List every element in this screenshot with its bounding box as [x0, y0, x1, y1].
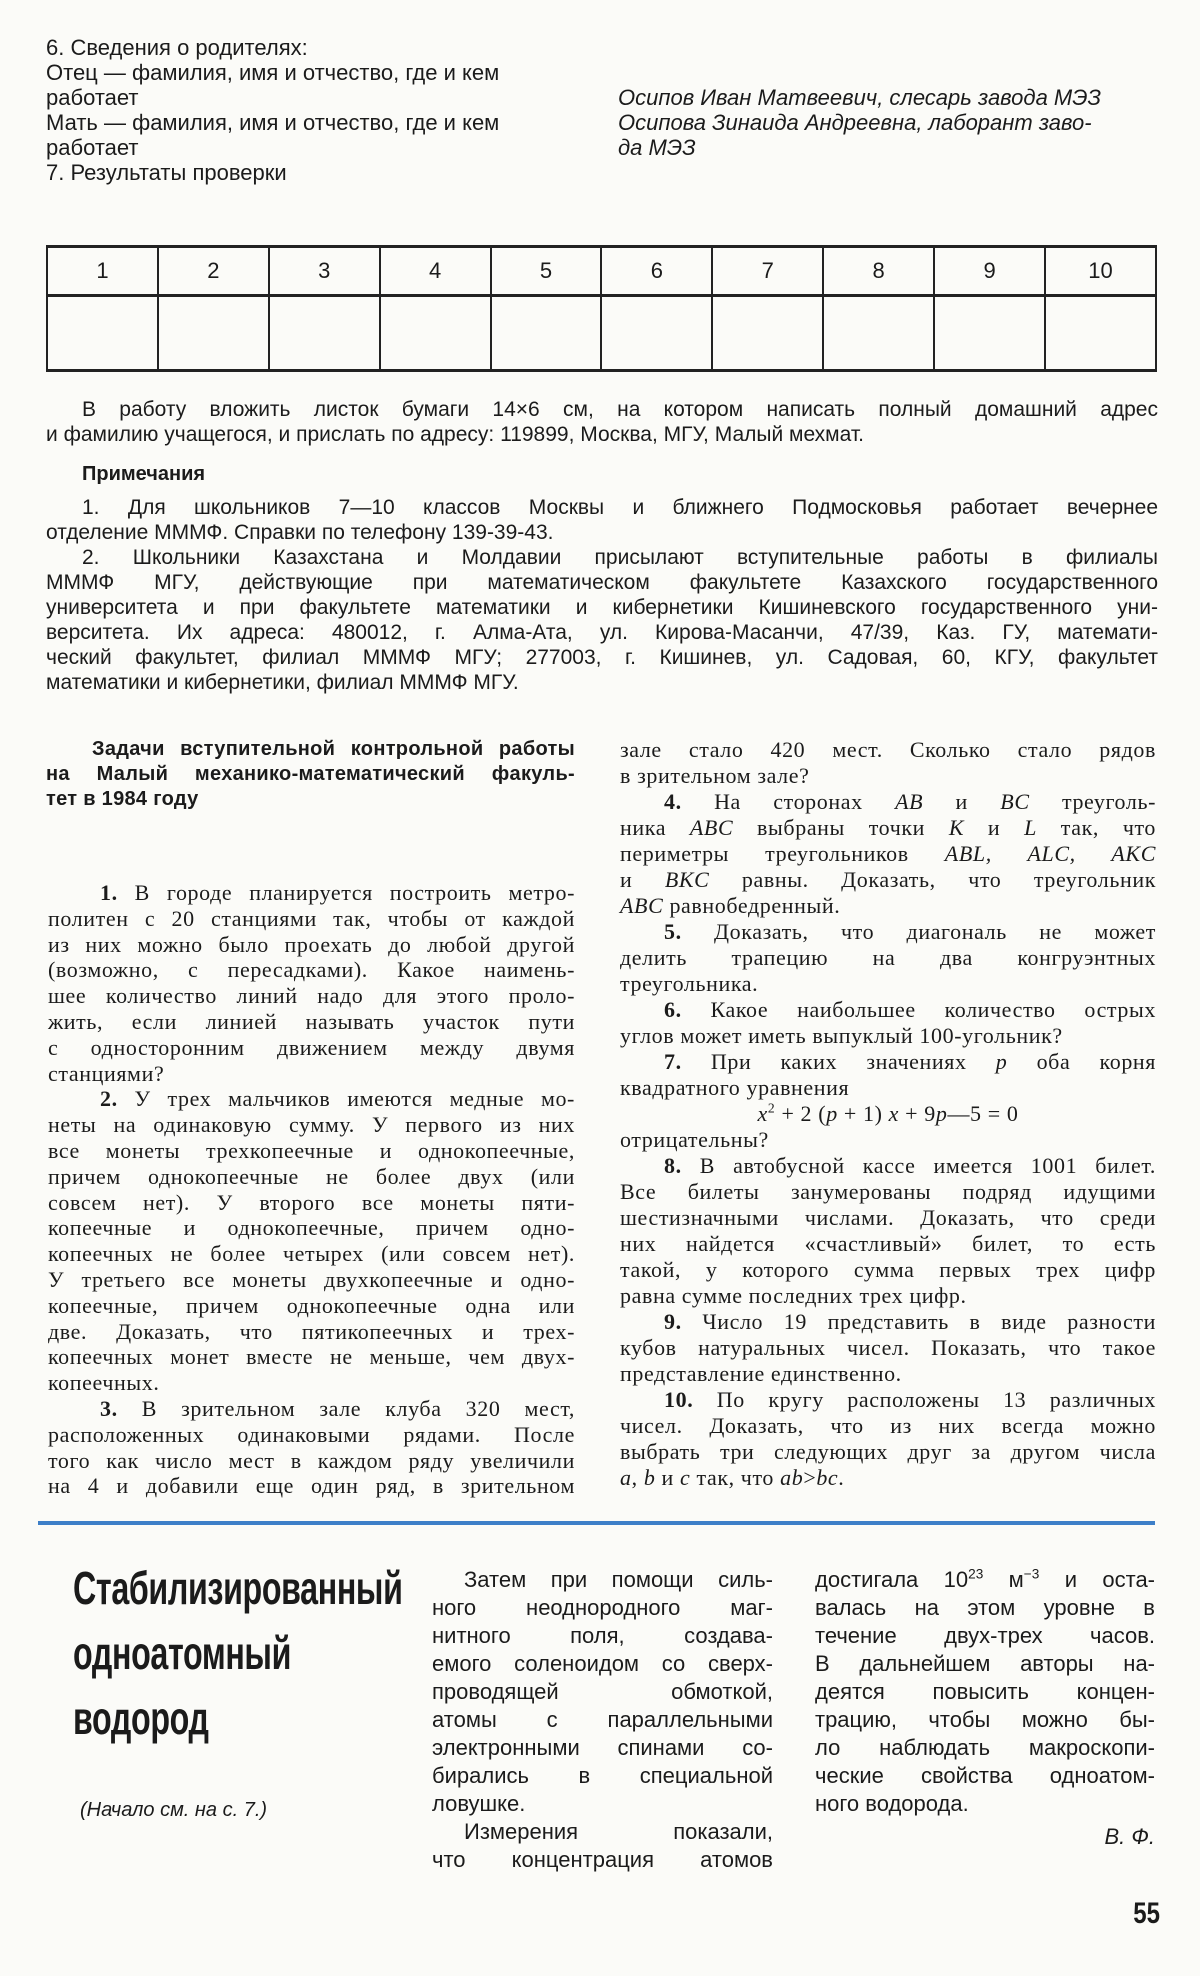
- paragraph: [618, 110, 1158, 160]
- paragraph: [620, 737, 1156, 789]
- text-line: них найдется «счастливый» билет, то есть: [620, 1231, 1156, 1256]
- article-title-line: водород: [73, 1692, 209, 1744]
- results-header-cell: 5: [491, 247, 602, 296]
- parents-info-values: [618, 85, 1158, 160]
- problem-number: 10.: [664, 1387, 694, 1412]
- text-run: В автобусной кассе имеется 1001 билет.: [681, 1153, 1156, 1178]
- text-line: [620, 815, 1156, 841]
- text-line: емого соленоидом со сверх-: [432, 1651, 773, 1676]
- problem-number: 6.: [664, 997, 682, 1022]
- problem-number: 9.: [664, 1309, 682, 1334]
- paragraph: [48, 1086, 575, 1396]
- text-run: ,: [631, 1465, 644, 1490]
- text-line: копеечных монет вместе не меньше, чем двух-: [48, 1344, 575, 1370]
- text-line: выбрать три следующих друг за другом числа: [620, 1439, 1156, 1464]
- text-line: бирались в специальной: [432, 1763, 773, 1788]
- problem-number: 7.: [664, 1049, 682, 1074]
- text-run: Какое наибольшее количество острых: [681, 997, 1156, 1022]
- text-line: тет в 1984 году: [46, 788, 199, 810]
- results-value-cell: [934, 296, 1045, 371]
- math-symbol: ab: [780, 1465, 804, 1490]
- text-line: Осипова Зинаида Андреевна, лаборант заво-: [618, 110, 1092, 135]
- text-line: 6. Сведения о родителях:: [46, 35, 308, 60]
- paragraph: [46, 110, 576, 160]
- text-line: Измерения показали,: [464, 1819, 773, 1844]
- text-line: того как число мест в каждом ряду увеличили: [48, 1447, 575, 1473]
- text-line: Отец — фамилия, имя и отчество, где и кем: [46, 60, 500, 85]
- text-line: деятся повысить концен-: [815, 1679, 1155, 1704]
- text-line: проводящей обмоткой,: [432, 1679, 773, 1704]
- text-line: 7. Результаты проверки: [46, 160, 287, 185]
- text-line: МММФ МГУ, действующие при математическом факультете Казахского государственного: [46, 571, 1158, 594]
- text-line: [620, 789, 1156, 815]
- text-line: станциями?: [48, 1060, 165, 1086]
- superscript: 2: [767, 1100, 776, 1116]
- math-symbol: K: [948, 815, 965, 840]
- page-number: 55: [1133, 1897, 1160, 1930]
- article-signature: В. Ф.: [1104, 1824, 1155, 1849]
- text-line: [620, 1049, 1156, 1075]
- problems-column-right: [620, 737, 1156, 1491]
- paragraph: [46, 35, 576, 60]
- text-line: [48, 1086, 575, 1112]
- text-line: [48, 880, 575, 906]
- problem-number: 2.: [100, 1086, 118, 1112]
- results-value-cell: [380, 296, 491, 371]
- paragraph: [48, 880, 575, 1086]
- results-header-row: [47, 247, 1156, 296]
- math-symbol: ABC: [689, 815, 734, 840]
- results-header-cell: 9: [934, 247, 1045, 296]
- results-value-row: [47, 296, 1156, 371]
- text-line: углов может иметь выпуклый 100-угольник?: [620, 1023, 1063, 1048]
- paragraph: [46, 737, 575, 812]
- text-line: математики и кибернетики, филиал МММФ МГУ.: [46, 671, 519, 694]
- notes-heading: Примечания: [82, 463, 206, 485]
- text-line: шее количество линий надо для этого проло-: [48, 983, 575, 1009]
- results-value-cell: [158, 296, 269, 371]
- text-line: У третьего все монеты двухкопеечные и одно-: [48, 1266, 575, 1292]
- text-line: из них можно было проехать до любой другой: [48, 931, 575, 957]
- text-line: [620, 1387, 1156, 1413]
- text-line: В дальнейшем авторы на-: [815, 1651, 1155, 1676]
- text-line: [620, 841, 1156, 867]
- text-line: электронными спинами со-: [432, 1735, 773, 1760]
- text-run: ника: [620, 815, 690, 840]
- text-line: ло наблюдать макроскопи-: [815, 1735, 1155, 1760]
- text-run: достигала 10: [815, 1567, 969, 1592]
- text-line: причем однокопеечные не более двух (или: [48, 1163, 575, 1189]
- text-line: равна сумме последних трех цифр.: [620, 1283, 967, 1308]
- paragraph: [620, 997, 1156, 1049]
- math-symbol: c: [680, 1465, 691, 1490]
- text-run: треуголь-: [1029, 789, 1157, 814]
- results-table: [46, 245, 1157, 372]
- article-continuation-note: (Начало см. на с. 7.): [80, 1799, 268, 1821]
- text-line: копеечные и однокопеечные, причем одно-: [48, 1215, 575, 1241]
- paragraph: [618, 85, 1158, 110]
- text-line: копеечные, причем однокопеечные одна или: [48, 1292, 575, 1318]
- text-line: 1. Для школьников 7—10 классов Москвы и ближнего Подмосковья работает вечернее: [82, 496, 1158, 519]
- text-line: В работу вложить листок бумаги 14×6 см, на котором написать полный домашний адрес: [82, 398, 1158, 421]
- paragraph: [46, 60, 576, 110]
- text-run: В городе планируется построить метро-: [117, 880, 575, 905]
- results-value-cell: [712, 296, 823, 371]
- math-symbol: p: [935, 1101, 948, 1126]
- text-run: и: [620, 867, 665, 892]
- paragraph: [620, 1309, 1156, 1387]
- text-line: [620, 1309, 1156, 1335]
- math-symbol: ABC: [620, 893, 664, 918]
- text-run: оба корня: [1007, 1049, 1157, 1074]
- paragraph: [46, 545, 1158, 695]
- paragraph: [46, 397, 1158, 447]
- text-run: По кругу расположены 13 различных: [693, 1387, 1156, 1412]
- text-line: Мать — фамилия, имя и отчество, где и кем: [46, 110, 500, 135]
- text-line: копеечных не более четырех (или совсем нет).: [48, 1241, 575, 1267]
- text-line: отрицательны?: [620, 1127, 769, 1152]
- paragraph: [620, 919, 1156, 997]
- text-line: квадратного уравнения: [620, 1075, 850, 1100]
- math-symbol: p: [995, 1049, 1008, 1074]
- text-line: [620, 1465, 1156, 1491]
- math-symbol: ABL, ALC, AKC: [944, 841, 1156, 866]
- text-line: университета и при факультете математики и кибернетики Кишиневского государственного уни-: [46, 596, 1158, 619]
- math-symbol: p: [826, 1101, 838, 1126]
- text-line: [620, 867, 1156, 893]
- text-run: На сторонах: [681, 789, 896, 814]
- text-line: 2. Школьники Казахстана и Молдавии присылают вступительные работы в филиалы: [82, 546, 1158, 569]
- text-line: ного водорода.: [815, 1791, 969, 1816]
- paragraph: [432, 1818, 773, 1874]
- article-title-line: одноатомный: [73, 1627, 292, 1679]
- text-run: .: [838, 1465, 845, 1490]
- math-symbol: BKC: [664, 867, 710, 892]
- text-run: так, что: [690, 1465, 781, 1490]
- text-line: работает: [46, 135, 139, 160]
- text-run: и: [923, 789, 1001, 814]
- text-line: треугольника.: [620, 971, 759, 996]
- text-line: политен с 20 станциями так, чтобы от каждой: [48, 905, 575, 931]
- text-run: В зрительном зале клуба 320 мест,: [117, 1395, 575, 1421]
- text-line: [620, 997, 1156, 1023]
- text-line: верситета. Их адреса: 480012, г. Алма-Ата, ул. Кирова-Масанчи, 47/39, Каз. ГУ, математи-: [46, 621, 1158, 644]
- text-line: все монеты трехкопеечные и однокопеечные,: [48, 1137, 575, 1163]
- results-header-cell: 6: [601, 247, 712, 296]
- paragraph: [620, 1387, 1156, 1491]
- text-line: валась на этом уровне в: [815, 1595, 1155, 1620]
- text-line: трацию, чтобы можно бы-: [815, 1707, 1155, 1732]
- results-header-cell: 8: [823, 247, 934, 296]
- text-run: >: [803, 1465, 817, 1490]
- text-line: нитного поля, создава-: [432, 1623, 773, 1648]
- text-run: Доказать, что диагональ не может: [681, 919, 1156, 944]
- text-line: зале стало 420 мест. Сколько стало рядов: [620, 737, 1156, 762]
- problem-number: 4.: [664, 789, 682, 814]
- text-run: выбраны точки: [733, 815, 949, 840]
- problem-number: 5.: [664, 919, 682, 944]
- paragraph: [620, 1101, 1156, 1127]
- text-line: копеечных.: [48, 1370, 160, 1396]
- text-run: + 1): [837, 1101, 889, 1126]
- results-header-cell: 2: [158, 247, 269, 296]
- results-header-cell: 10: [1045, 247, 1156, 296]
- text-line: что концентрация атомов: [432, 1847, 773, 1872]
- text-line: на 4 и добавили еще один ряд, в зрительном: [48, 1473, 575, 1499]
- article-column-1: [432, 1566, 773, 1874]
- text-line: работает: [46, 85, 139, 110]
- text-line: ческий факультет, филиал МММФ МГУ; 277003, г. Кишинев, ул. Садовая, 60, КГУ, факультет: [46, 646, 1158, 669]
- paragraph: [620, 1049, 1156, 1101]
- math-symbol: L: [1024, 815, 1037, 840]
- notes: [46, 495, 1158, 695]
- math-symbol: b: [643, 1465, 656, 1490]
- text-line: отделение МММФ. Справки по телефону 139-39-43.: [46, 521, 554, 544]
- text-line: делить трапецию на два конгруэнтных: [620, 945, 1156, 970]
- paragraph: [48, 1396, 575, 1499]
- results-header-cell: 4: [380, 247, 491, 296]
- problems-heading: [46, 737, 575, 812]
- text-line: ного неоднородного маг-: [432, 1595, 773, 1620]
- text-line: такой, у которого сумма первых трех цифр: [620, 1257, 1156, 1282]
- article-title-line: Стабилизированный: [73, 1562, 403, 1614]
- text-line: расположенных одинаковыми рядами. После: [48, 1421, 575, 1447]
- text-line: жить, если линией называть участок пути: [48, 1008, 575, 1034]
- math-symbol: BC: [1000, 789, 1030, 814]
- math-symbol: bc: [816, 1465, 839, 1490]
- article-column-2: [815, 1566, 1155, 1818]
- text-line: ческие свойства одноатом-: [815, 1763, 1155, 1788]
- text-run: периметры треугольников: [620, 841, 945, 866]
- text-line: Затем при помощи силь-: [464, 1567, 773, 1592]
- text-run: и: [964, 815, 1025, 840]
- text-line: атомы с параллельными: [432, 1707, 773, 1732]
- math-symbol: AB: [895, 789, 924, 814]
- text-line: с односторонним движением между двумя: [48, 1034, 575, 1060]
- text-line: и фамилию учащегося, и прислать по адресу: 119899, Москва, МГУ, Малый мехмат.: [46, 423, 864, 446]
- text-run: Число 19 представить в виде разности: [681, 1309, 1156, 1334]
- text-line: Осипов Иван Матвеевич, слесарь завода МЭЗ: [618, 85, 1102, 110]
- results-value-cell: [823, 296, 934, 371]
- text-line: совсем нет). У второго все монеты пяти-: [48, 1189, 575, 1215]
- text-line: представление единственно.: [620, 1361, 902, 1386]
- problems-column-left: [48, 880, 575, 1499]
- text-line: Все билеты занумерованы подряд идущими: [620, 1179, 1156, 1204]
- submission-instructions: [46, 397, 1158, 447]
- results-header-cell: 1: [47, 247, 158, 296]
- text-line: ловушке.: [432, 1791, 526, 1816]
- superscript: 23: [968, 1566, 984, 1582]
- text-line: неты на одинаковую сумму. У первого из них: [48, 1112, 575, 1138]
- text-line: [620, 1153, 1156, 1179]
- paragraph: [620, 789, 1156, 919]
- results-header-cell: 3: [269, 247, 380, 296]
- math-symbol: x: [757, 1101, 768, 1126]
- paragraph: [815, 1566, 1155, 1818]
- paragraph: [620, 1127, 1156, 1153]
- text-run: При каких значениях: [681, 1049, 996, 1074]
- text-line: [620, 893, 1156, 919]
- superscript: −3: [1023, 1566, 1040, 1582]
- text-run: и оста-: [1039, 1567, 1155, 1592]
- paragraph: [46, 495, 1158, 545]
- article-title: [73, 1556, 403, 1751]
- results-value-cell: [47, 296, 158, 371]
- text-run: и: [655, 1465, 680, 1490]
- text-line: (возможно, с пересадками). Какое наимень-: [48, 957, 575, 983]
- paragraph: [620, 1153, 1156, 1309]
- math-symbol: a: [620, 1465, 632, 1490]
- text-line: [815, 1566, 1155, 1594]
- text-run: + 2 (: [775, 1101, 827, 1126]
- text-line: [620, 1101, 1156, 1127]
- text-run: + 9: [899, 1101, 936, 1126]
- text-line: течение двух-трех часов.: [815, 1623, 1155, 1648]
- text-line: [48, 1396, 575, 1422]
- text-line: кубов натуральных чисел. Показать, что такое: [620, 1335, 1156, 1360]
- section-divider: [38, 1521, 1155, 1525]
- results-value-cell: [1045, 296, 1156, 371]
- problem-number: 3.: [100, 1395, 118, 1421]
- text-line: Задачи вступительной контрольной работы: [92, 738, 575, 760]
- text-run: м: [983, 1567, 1024, 1592]
- text-run: так, что: [1036, 815, 1157, 840]
- text-run: равнобедренный.: [663, 893, 841, 918]
- results-header-cell: 7: [712, 247, 823, 296]
- text-run: У трех мальчиков имеются медные мо-: [117, 1086, 575, 1112]
- results-value-cell: [601, 296, 712, 371]
- text-line: в зрительном зале?: [620, 763, 810, 788]
- text-line: шестизначными числами. Доказать, что среди: [620, 1205, 1156, 1230]
- text-line: две. Доказать, что пятикопеечных и трех-: [48, 1318, 575, 1344]
- results-value-cell: [269, 296, 380, 371]
- math-symbol: x: [888, 1101, 900, 1126]
- paragraph: [46, 160, 576, 185]
- text-line: на Малый механико-математический факуль-: [46, 763, 575, 785]
- problem-number: 1.: [100, 880, 118, 905]
- parents-info-labels: [46, 35, 576, 185]
- text-run: равны. Доказать, что треугольник: [709, 867, 1156, 892]
- paragraph: [432, 1566, 773, 1818]
- results-value-cell: [491, 296, 602, 371]
- problem-number: 8.: [664, 1153, 682, 1178]
- text-line: да МЭЗ: [618, 135, 696, 160]
- text-run: —5 = 0: [947, 1101, 1019, 1126]
- text-line: [620, 919, 1156, 945]
- text-line: чисел. Доказать, что из них всегда можно: [620, 1413, 1156, 1438]
